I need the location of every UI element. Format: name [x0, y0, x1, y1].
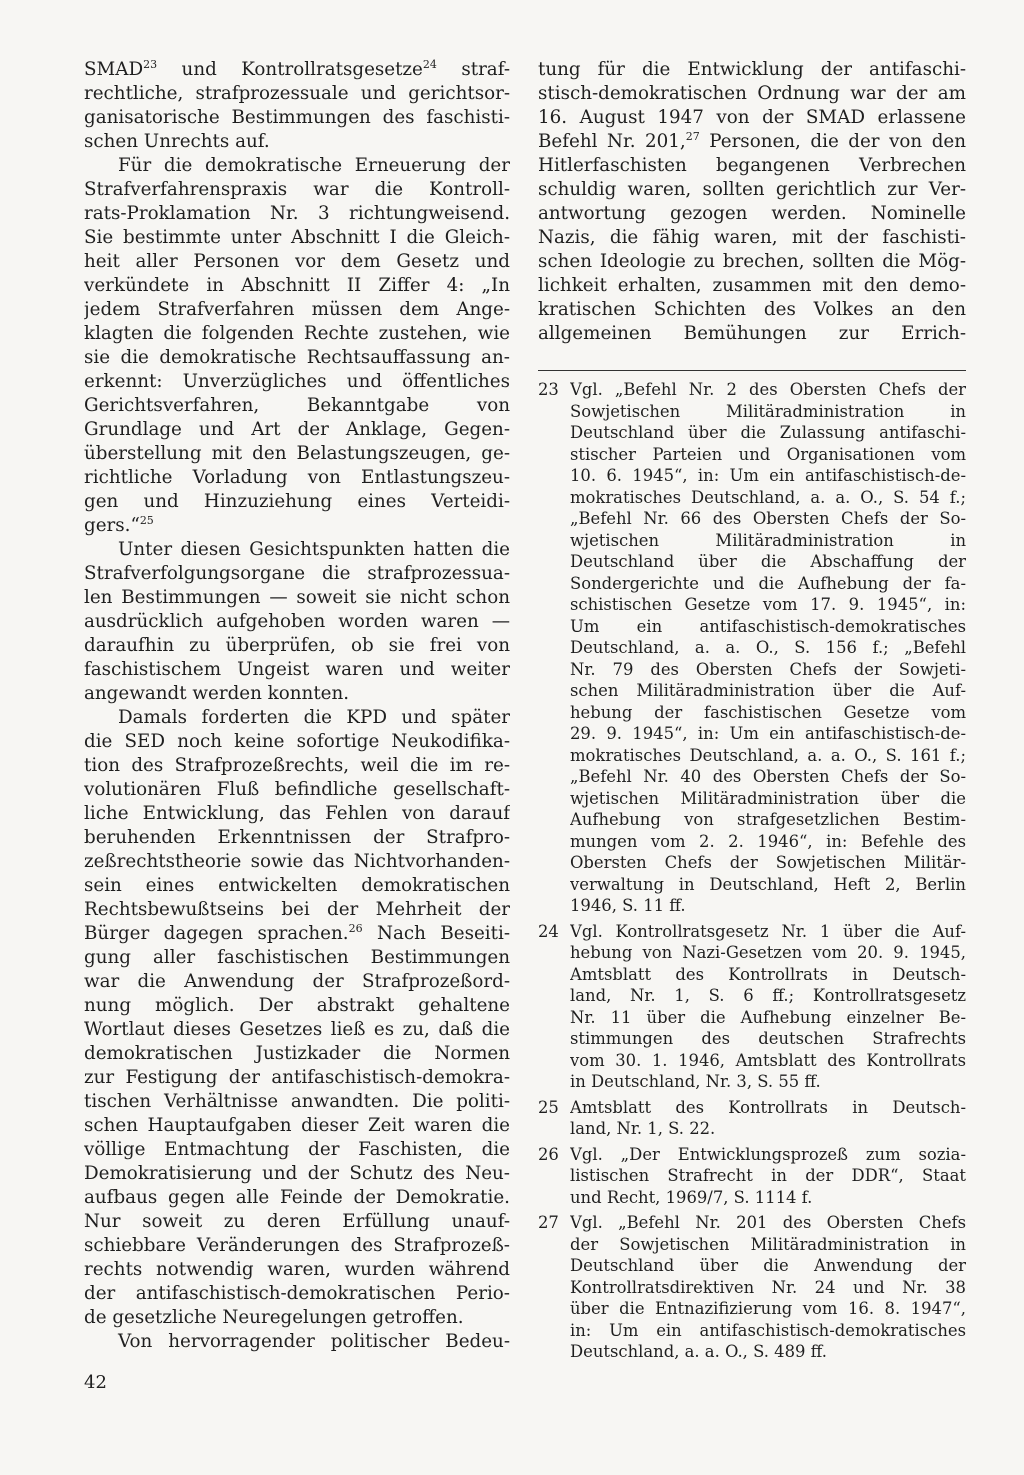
- text-line: [84, 1138, 510, 1162]
- footnote-line: Aufhebung von strafgesetzlichen Bestim-: [570, 810, 966, 829]
- text-segment: schuldig waren, sollten gerichtlich zur Ver-: [538, 179, 966, 200]
- footnote-line: stischer Parteien und Organisationen vom: [570, 444, 966, 464]
- footnote-line: mokratisches Deutschland, a. a. O., S. 161 f.;: [570, 745, 966, 765]
- footnote-line: Vgl. Kontrollratsgesetz Nr. 1 über die Auf-: [570, 921, 966, 941]
- text-segment: Nur soweit zu deren Erfüllung unauf-: [84, 1211, 510, 1232]
- text-segment: Damals forderten die KPD und später: [118, 707, 510, 728]
- text-segment: zeßrechtstheorie sowie das Nichtvorhanden-: [84, 851, 510, 872]
- footnote-line: 10. 6. 1945“, in: Um ein antifaschistisch-de-: [570, 466, 966, 485]
- text-line: [538, 202, 966, 226]
- text-line: [84, 1162, 510, 1186]
- footnote-line: 1946, S. 11 ff.: [570, 896, 686, 915]
- text-line: [84, 562, 510, 586]
- text-line: [538, 226, 966, 250]
- footnote-line: mungen vom 2. 2. 1946“, in: Befehle des: [570, 831, 966, 851]
- text-line: [84, 490, 510, 514]
- text-line: [84, 658, 510, 682]
- footnote-number: 27: [538, 1213, 559, 1232]
- text-segment: kratischen Schichten des Volkes an den: [538, 299, 966, 320]
- footnote-number: 25: [538, 1097, 559, 1117]
- text-segment: Rechtsbewußtseins bei der Mehrheit der: [84, 899, 510, 920]
- footnote-divider: [538, 370, 966, 371]
- text-segment: Strafverfahrenspraxis war die Kontroll-: [84, 179, 510, 200]
- text-segment: angewandt werden konnten.: [84, 683, 350, 704]
- footnote-line: wjetischen Militäradministration über die: [570, 788, 966, 808]
- text-line: [84, 466, 510, 490]
- text-segment: antwortung gezogen werden. Nominelle: [538, 203, 966, 224]
- text-segment: Unter diesen Gesichtspunkten hatten die: [118, 539, 510, 560]
- footnote-line: Um ein antifaschistisch-demokratisches: [570, 616, 966, 636]
- footnote-line: Deutschland über die Anwendung der: [570, 1256, 966, 1275]
- footnote-line: schistischen Gesetze vom 17. 9. 1945“, in:: [570, 595, 966, 614]
- text-segment: Nazis, die fähig waren, mit der faschisti-: [538, 227, 966, 248]
- text-segment: nung möglich. Der abstrakt gehaltene: [84, 995, 510, 1016]
- footnote-line: der Sowjetischen Militäradministration in: [570, 1234, 966, 1254]
- text-segment: Wortlaut dieses Gesetzes ließ es zu, daß die: [84, 1019, 510, 1040]
- footnote-number: 23: [538, 380, 559, 399]
- footnote-line: Vgl. „Befehl Nr. 201 des Obersten Chefs: [570, 1213, 966, 1232]
- text-segment: schen Hauptaufgaben dieser Zeit waren die: [84, 1115, 510, 1136]
- footnote: [538, 1212, 966, 1363]
- text-line: [84, 1066, 510, 1090]
- footnote-line: Deutschland über die Abschaffung der: [570, 552, 966, 571]
- text-line: [84, 274, 510, 298]
- text-line: [84, 250, 510, 274]
- text-line: [84, 634, 510, 658]
- footnote: [538, 1144, 966, 1209]
- footnote-line: in Deutschland, Nr. 3, S. 55 ff.: [570, 1072, 821, 1091]
- footnote-line: Kontrollratsdirektiven Nr. 24 und Nr. 38: [570, 1277, 966, 1297]
- text-line: [84, 226, 510, 250]
- text-segment: demokratischen Justizkader die Normen: [84, 1043, 510, 1064]
- text-segment: sein eines entwickelten demokratischen: [84, 875, 510, 896]
- footnote-line: hebung von Nazi-Gesetzen vom 20. 9. 1945,: [570, 943, 966, 962]
- text-segment: schen Unrechts auf.: [84, 131, 270, 152]
- text-segment: Personen, die der von den: [699, 131, 966, 152]
- footnote-line: Deutschland über die Zulassung antifaschi-: [570, 423, 966, 442]
- text-segment: jedem Strafverfahren müssen dem Ange-: [84, 299, 510, 320]
- text-line: [84, 130, 510, 154]
- text-line: [84, 1306, 510, 1330]
- footnote: [538, 921, 966, 1093]
- text-segment: 16. August 1947 von der SMAD erlassene: [538, 107, 966, 128]
- footnote-line: Sowjetischen Militäradministration in: [570, 401, 966, 421]
- footnote-reference: 24: [422, 58, 437, 71]
- text-segment: gers.“: [84, 515, 140, 536]
- text-line: [84, 802, 510, 826]
- text-segment: daraufhin zu überprüfen, ob sie frei von: [84, 635, 510, 656]
- text-segment: stisch-demokratischen Ordnung war der am: [538, 83, 966, 104]
- footnote-line: Nr. 79 des Obersten Chefs der Sowjeti-: [570, 659, 966, 679]
- text-line: [84, 586, 510, 610]
- footnote-line: hebung der faschistischen Gesetze vom: [570, 702, 966, 722]
- text-line: [84, 418, 510, 442]
- text-line: [84, 1282, 510, 1306]
- text-segment: sie die demokratische Rechtsauffassung an-: [84, 347, 510, 368]
- text-line: [84, 178, 510, 202]
- text-line: [84, 1234, 510, 1258]
- footnote-line: stimmungen des deutschen Strafrechts: [570, 1029, 966, 1048]
- text-segment: Bürger dagegen sprachen.: [84, 923, 349, 944]
- footnotes: [538, 379, 966, 1363]
- footnote-line: 29. 9. 1945“, in: Um ein antifaschistisch-de-: [570, 724, 966, 743]
- text-line: [84, 154, 510, 178]
- footnote-line: über die Entnazifizierung vom 16. 8. 1947“,: [570, 1299, 966, 1318]
- text-line: [84, 682, 510, 706]
- text-line: [84, 730, 510, 754]
- text-line: [538, 250, 966, 274]
- text-segment: gung aller faschistischen Bestimmungen: [84, 947, 510, 968]
- text-segment: rechtliche, strafprozessuale und gerichtsor-: [84, 83, 510, 104]
- text-line: [84, 370, 510, 394]
- text-line: [84, 202, 510, 226]
- text-line: [538, 106, 966, 130]
- text-segment: Befehl Nr. 201,: [538, 131, 686, 152]
- text-line: [84, 1042, 510, 1066]
- text-segment: straf-: [436, 59, 510, 80]
- footnote-line: verwaltung in Deutschland, Heft 2, Berlin: [570, 874, 966, 894]
- text-segment: Demokratisierung und der Schutz des Neu-: [84, 1163, 510, 1184]
- text-line: [84, 850, 510, 874]
- text-segment: und Kontrollratsgesetze: [157, 59, 423, 80]
- text-segment: faschistischem Ungeist waren und weiter: [84, 659, 510, 680]
- text-line: [84, 514, 510, 538]
- text-line: [84, 970, 510, 994]
- text-line: [84, 610, 510, 634]
- text-line: [538, 298, 966, 322]
- text-segment: die SED noch keine sofortige Neukodifika-: [84, 731, 510, 752]
- text-segment: liche Entwicklung, das Fehlen von darauf: [84, 803, 510, 824]
- text-segment: rechts notwendig waren, wurden während: [84, 1259, 510, 1280]
- text-line: [84, 1114, 510, 1138]
- footnote-line: Sondergerichte und die Aufhebung der fa-: [570, 573, 966, 593]
- text-line: [538, 58, 966, 82]
- text-segment: heit aller Personen vor dem Gesetz und: [84, 251, 510, 272]
- text-line: [84, 922, 510, 946]
- text-line: [538, 130, 966, 154]
- text-line: [538, 322, 966, 346]
- text-line: [84, 946, 510, 970]
- text-segment: zur Festigung der antifaschistisch-demokra-: [84, 1067, 510, 1088]
- text-segment: tischen Verhältnisse anwandten. Die politi-: [84, 1091, 510, 1112]
- text-line: [84, 442, 510, 466]
- footnote-line: vom 30. 1. 1946, Amtsblatt des Kontrollrats: [570, 1050, 966, 1070]
- text-segment: Grundlage und Art der Anklage, Gegen-: [84, 419, 510, 440]
- text-line: [84, 1018, 510, 1042]
- footnote-reference: 23: [143, 58, 158, 71]
- text-segment: aufbaus gegen alle Feinde der Demokratie.: [84, 1187, 510, 1208]
- text-line: [84, 994, 510, 1018]
- text-line: [84, 394, 510, 418]
- text-segment: de gesetzliche Neuregelungen getroffen.: [84, 1307, 464, 1328]
- text-segment: gen und Hinzuziehung eines Verteidi-: [84, 491, 510, 512]
- text-segment: Sie bestimmte unter Abschnitt I die Gleich-: [84, 227, 510, 248]
- text-line: [84, 1210, 510, 1234]
- text-line: [84, 898, 510, 922]
- main-text-right-column: [538, 58, 966, 1363]
- footnote-reference: 27: [685, 130, 700, 143]
- footnote-line: schen Militäradministration über die Auf-: [570, 681, 966, 700]
- footnote-line: Nr. 11 über die Aufhebung einzelner Be-: [570, 1007, 966, 1027]
- text-segment: klagten die folgenden Rechte zustehen, wie: [84, 323, 510, 344]
- text-line: [84, 1258, 510, 1282]
- footnote-number: 26: [538, 1144, 559, 1164]
- right-column-body: [538, 58, 966, 346]
- text-line: [538, 154, 966, 178]
- text-line: [84, 298, 510, 322]
- footnote-line: „Befehl Nr. 66 des Obersten Chefs der So-: [570, 509, 966, 528]
- text-segment: beruhenden Erkenntnissen der Strafpro-: [84, 827, 510, 848]
- text-line: [84, 106, 510, 130]
- text-segment: volutionären Fluß befindliche gesellschaft-: [84, 779, 510, 800]
- footnote-line: Deutschland, a. a. O., S. 156 f.; „Befehl: [570, 638, 966, 657]
- text-segment: völlige Entmachtung der Faschisten, die: [84, 1139, 510, 1160]
- footnote-line: Obersten Chefs der Sowjetischen Militär-: [570, 853, 966, 872]
- text-segment: tung für die Entwicklung der antifaschi-: [538, 59, 966, 80]
- text-segment: verkündete in Abschnitt II Ziffer 4: „In: [84, 275, 510, 296]
- text-line: [84, 58, 510, 82]
- text-segment: ganisatorische Bestimmungen des faschisti-: [84, 107, 510, 128]
- text-segment: der antifaschistisch-demokratischen Perio-: [84, 1283, 510, 1304]
- text-segment: Für die demokratische Erneuerung der: [118, 155, 510, 176]
- footnote-reference: 25: [139, 514, 154, 527]
- text-segment: Strafverfolgungsorgane die strafprozessua-: [84, 563, 510, 584]
- footnote-line: Vgl. „Der Entwicklungsprozeß zum sozia-: [570, 1144, 966, 1164]
- text-line: [84, 754, 510, 778]
- text-segment: schen Ideologie zu brechen, sollten die Mög-: [538, 251, 966, 272]
- text-segment: schiebbare Veränderungen des Strafprozeß-: [84, 1235, 510, 1256]
- footnote-number: 24: [538, 921, 559, 941]
- text-segment: len Bestimmungen — soweit sie nicht schon: [84, 587, 510, 608]
- text-segment: Hitlerfaschisten begangenen Verbrechen: [538, 155, 966, 176]
- footnote-line: land, Nr. 1, S. 6 ff.; Kontrollratsgesetz: [570, 986, 966, 1005]
- footnote-line: und Recht, 1969/7, S. 1114 f.: [570, 1187, 813, 1207]
- text-segment: lichkeit erhalten, zusammen mit den demo-: [538, 275, 966, 296]
- text-line: [84, 82, 510, 106]
- footnote-line: „Befehl Nr. 40 des Obersten Chefs der So-: [570, 767, 966, 786]
- text-line: [84, 826, 510, 850]
- footnote-line: mokratisches Deutschland, a. a. O., S. 54 f.;: [570, 487, 966, 507]
- text-segment: ausdrücklich aufgehoben worden waren —: [84, 611, 510, 632]
- text-line: [84, 538, 510, 562]
- footnote-line: listischen Strafrecht in der DDR“, Staat: [570, 1166, 966, 1185]
- text-segment: richtliche Vorladung von Entlastungszeu-: [84, 467, 510, 488]
- text-segment: Gerichtsverfahren, Bekanntgabe von: [84, 395, 510, 416]
- main-text-left-column: [84, 58, 510, 1354]
- text-line: [84, 778, 510, 802]
- text-line: [84, 346, 510, 370]
- page-number: 42: [84, 1372, 107, 1393]
- footnote: [538, 1097, 966, 1140]
- footnote-line: in: Um ein antifaschistisch-demokratisches: [570, 1320, 966, 1340]
- text-line: [84, 322, 510, 346]
- text-segment: erkennt: Unverzügliches und öffentliches: [84, 371, 510, 392]
- text-segment: war die Anwendung der Strafprozeßord-: [84, 971, 510, 992]
- text-line: [84, 1090, 510, 1114]
- text-segment: SMAD: [84, 59, 144, 80]
- footnote-line: Vgl. „Befehl Nr. 2 des Obersten Chefs der: [570, 380, 966, 399]
- footnote-reference: 26: [348, 922, 363, 935]
- text-line: [84, 874, 510, 898]
- footnote-line: Deutschland, a. a. O., S. 489 ff.: [570, 1342, 827, 1361]
- text-segment: Von hervorragender politischer Bedeu-: [118, 1331, 510, 1352]
- text-line: [538, 82, 966, 106]
- text-segment: Nach Beseiti-: [362, 923, 510, 944]
- text-line: [538, 274, 966, 298]
- text-line: [538, 178, 966, 202]
- text-line: [84, 706, 510, 730]
- footnote-line: Amtsblatt des Kontrollrats in Deutsch-: [570, 964, 966, 984]
- footnote-line: land, Nr. 1, S. 22.: [570, 1119, 716, 1138]
- text-segment: überstellung mit den Belastungszeugen, ge-: [84, 443, 510, 464]
- text-segment: allgemeinen Bemühungen zur Errich-: [538, 323, 966, 344]
- footnote-line: wjetischen Militäradministration in: [570, 530, 966, 550]
- text-segment: rats-Proklamation Nr. 3 richtungweisend.: [84, 203, 510, 224]
- footnote-line: Amtsblatt des Kontrollrats in Deutsch-: [570, 1097, 966, 1117]
- text-line: [84, 1186, 510, 1210]
- text-line: [84, 1330, 510, 1354]
- text-segment: tion des Strafprozeßrechts, weil die im re-: [84, 755, 510, 776]
- footnote: [538, 379, 966, 917]
